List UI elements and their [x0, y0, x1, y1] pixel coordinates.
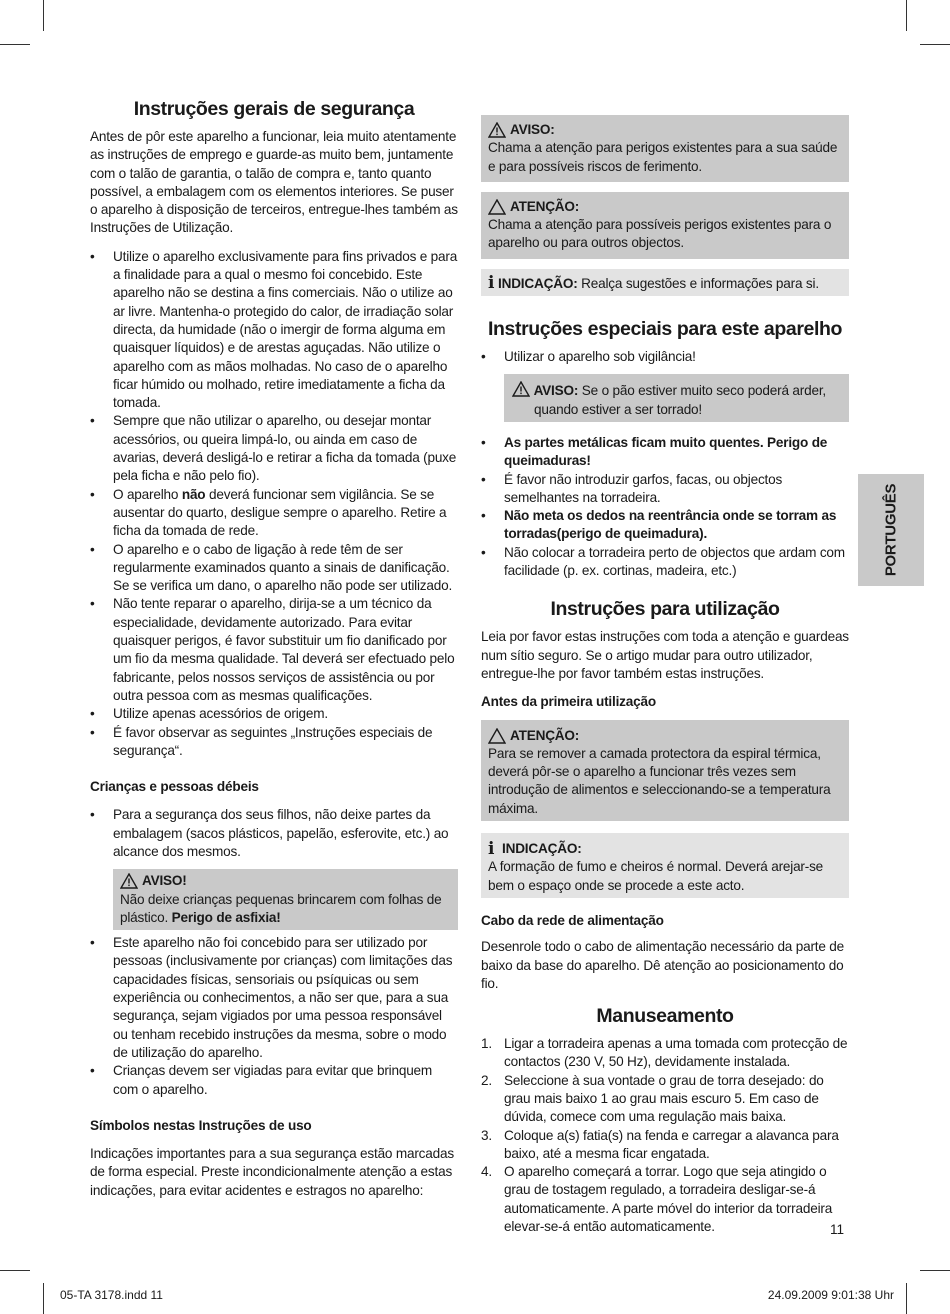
language-tab: [858, 474, 924, 586]
info-icon: i: [488, 272, 495, 293]
usage-title: Instruções para utilização: [550, 598, 780, 621]
atencao-box: ATENÇÃO: Chama a atenção para possíveis perigos existentes para o aparelho ou para outros objectos.: [481, 192, 849, 259]
page-number: 11: [830, 1222, 845, 1237]
first-use-indicacao-box: i INDICAÇÃO: A formação de fumo e cheiros é normal. Deverá arejar-se bem o espaço onde se procede a este acto.: [481, 833, 849, 898]
list-item: • O aparelho não deverá funcionar sem vigilância. Se se ausentar do quarto, desligue sempre o aparelho. Retire a ficha da tomada de rede.: [90, 486, 458, 541]
special-warning-box: AVISO: Se o pão estiver muito seco poderá arder, quando estiver a ser torrado!: [504, 374, 849, 422]
children-heading: Crianças e pessoas débeis: [90, 779, 259, 795]
warning-triangle-icon: [120, 873, 138, 889]
cable-text: Desenrole todo o cabo de alimentação necessário da parte de baixo da base do aparelho. Dê atenção ao posicionamento do fio.: [481, 939, 845, 991]
children-list: [90, 806, 458, 861]
first-use-atencao-box: ATENÇÃO: Para se remover a camada protectora da espiral térmica, deverá pôr-se o aparelho a funcionar três vezes sem introdução de alimentos e seleccionando-se a temperatura máxima.: [481, 720, 849, 821]
list-item: 2. Seleccione à sua vontade o grau de torra desejado: do grau mais baixo 1 ao grau mais escuro 5. Em caso de dúvida, comece com uma regulação mais baixa.: [481, 1072, 824, 1125]
handling-title: Manuseamento: [596, 1005, 734, 1028]
list-item: • Utilizar o aparelho sob vigilância!: [481, 348, 849, 366]
crop-mark: [906, 1283, 907, 1314]
crop-mark: [43, 0, 44, 31]
safety-intro: Antes de pôr este aparelho a funcionar, leia muito atentamente as instruções de emprego e guarde-as muito bem, juntamente com o talão de garantia, o talão de compra e, tanto quanto possível, a embalagem com os elementos interiores. Se puser o aparelho à disposição de terceiros, entregue-lhes também as Instruções de Utilização.: [90, 129, 458, 236]
list-item: • Sempre que não utilizar o aparelho, ou desejar montar acessórios, ou queira limpá-lo, ou ainda em caso de avarias, deverá desligá-lo e retirar a ficha da tomada (puxe pela ficha e não pelo fio).: [90, 412, 458, 485]
warning-box: AVISO! Não deixe crianças pequenas brincarem com folhas de plástico. Perigo de asfixia!: [113, 869, 458, 930]
aviso-box: AVISO: Chama a atenção para perigos existentes para a sua saúde e para possíveis riscos de ferimento.: [481, 115, 849, 182]
first-use-heading: Antes da primeira utilização: [481, 694, 656, 710]
caution-triangle-icon: [488, 199, 506, 215]
crop-mark: [920, 44, 950, 45]
crop-mark: [0, 44, 30, 45]
children-list-2: [90, 934, 458, 1099]
warning-triangle-icon: [512, 381, 530, 397]
special-list-2: [481, 434, 849, 580]
list-item: 4. O aparelho começará a torrar. Logo que seja atingido o grau de tostagem regulado, a torradeira desligar-se-á automaticamente. A parte móvel do interior da torradeira elevar-se-á então automaticamente.: [481, 1164, 833, 1235]
symbols-text: Indicações importantes para a sua segurança estão marcadas de forma especial. Preste incondicionalmente atenção a estas indicações, para evitar acidentes e estragos no aparelho:: [90, 1146, 454, 1198]
crop-mark: [906, 0, 907, 31]
list-item: 3. Coloque a(s) fatia(s) na fenda e carregar a alavanca para baixo, até a mesma ficar engatada.: [481, 1127, 839, 1161]
safety-title: Instruções gerais de segurança: [133, 98, 415, 120]
info-icon: i: [488, 839, 495, 860]
handling-steps: [481, 1035, 849, 1236]
left-column: [90, 96, 458, 1200]
safety-list: [90, 248, 458, 760]
list-item: • Não meta os dedos na reentrância onde se torram as torradas(perigo de queimadura).: [481, 507, 849, 544]
list-item: • Não tente reparar o aparelho, dirija-se a um técnico da especialidade, devidamente autorizado. Para evitar quaisquer perigos, é favor substituir um fio danificado por um fio da mesma qualidade. Tal deverá ser efectuado pelo fabricante, pelos nossos serviços de assistência ou por outra pessoa com as mesmas qualificações.: [90, 595, 458, 705]
symbols-heading: Símbolos nestas Instruções de uso: [90, 1117, 312, 1133]
indicacao-box: i INDICAÇÃO: Realça sugestões e informações para si.: [481, 269, 849, 296]
list-item: • O aparelho e o cabo de ligação à rede têm de ser regularmente examinados quanto a sinais de danificação. Se se verifica um dano, o aparelho não pode ser utilizado.: [90, 541, 458, 596]
language-tab-label: PORTUGUÊS: [882, 483, 900, 577]
footer-timestamp: 24.09.2009 9:01:38 Uhr: [767, 1288, 894, 1302]
cable-heading: Cabo da rede de alimentação: [481, 912, 664, 928]
usage-text: Leia por favor estas instruções com toda a atenção e guardeas num sítio seguro. Se o artigo mudar para outro utilizador, entregue-lhe por favor também estas instruções.: [481, 629, 849, 681]
crop-mark: [43, 1283, 44, 1314]
list-item: • As partes metálicas ficam muito quentes. Perigo de queimaduras!: [481, 434, 849, 471]
footer-file-info: 05-TA 3178.indd 11: [60, 1288, 163, 1302]
list-item: • Crianças devem ser vigiadas para evitar que brinquem com o aparelho.: [90, 1062, 458, 1099]
special-title: Instruções especiais para este aparelho: [488, 318, 842, 341]
list-item: • Para a segurança dos seus filhos, não deixe partes da embalagem (sacos plásticos, papelão, esferovite, etc.) ao alcance dos mesmos.: [90, 806, 458, 861]
list-item: • Utilize o aparelho exclusivamente para fins privados e para a finalidade para a qual o mesmo foi concebido. Este aparelho não se destina a fins comerciais. Não o utilize ao ar livre. Mantenha-o protegido do calor, de irradiação solar directa, da humidade (não o imergir de forma alguma em quaisquer líquidos) e de arestas aguçadas. Não utilize o aparelho com as mãos molhadas. No caso de o aparelho ficar húmido ou molhado, retire imediatamente a ficha da tomada.: [90, 248, 458, 413]
special-list: [481, 348, 849, 366]
list-item: • Este aparelho não foi concebido para ser utilizado por pessoas (inclusivamente por crianças) com limitações das capacidades físicas, sensoriais ou psíquicas ou sem experiência ou conhecimentos, a não ser que, para a sua segurança, sejam vigiados por uma pessoa responsável ou tenham recebido instruções da mesma, sobre o modo de utilização do aparelho.: [90, 934, 458, 1062]
warning-label: AVISO!: [142, 873, 187, 889]
list-item: • É favor observar as seguintes „Instruções especiais de segurança“.: [90, 724, 458, 761]
right-column: [481, 115, 849, 1236]
list-item: • Utilize apenas acessórios de origem.: [90, 705, 458, 723]
crop-mark: [0, 1270, 30, 1271]
caution-triangle-icon: [488, 728, 506, 744]
warning-triangle-icon: [488, 122, 506, 138]
list-item: • Não colocar a torradeira perto de objectos que ardam com facilidade (p. ex. cortinas, madeira, etc.): [481, 544, 849, 581]
list-item: • É favor não introduzir garfos, facas, ou objectos semelhantes na torradeira.: [481, 471, 849, 508]
crop-mark: [920, 1270, 950, 1271]
list-item: 1. Ligar a torradeira apenas a uma tomada com protecção de contactos (230 V, 50 Hz), devidamente instalada.: [481, 1036, 848, 1070]
